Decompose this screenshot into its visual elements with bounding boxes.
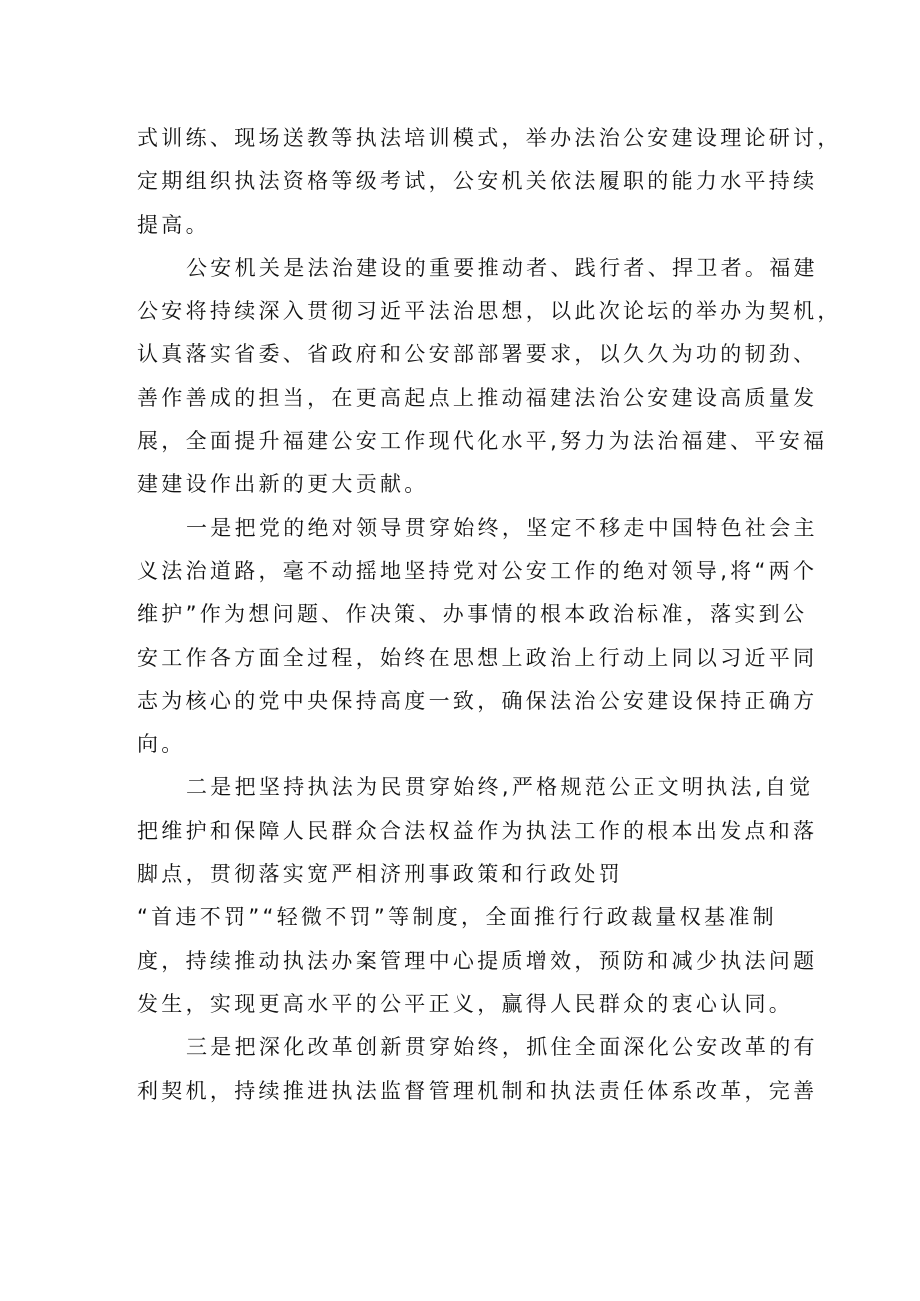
text-line: 认真落实省委、省政府和公安部部署要求，以久久为功的韧劲、 (137, 342, 818, 367)
paragraph-point-two (137, 766, 818, 1026)
text-line: 提高。 (137, 212, 210, 237)
text-line: 脚点，贯彻落实宽严相济刑事政策和行政处罚 (137, 862, 623, 887)
text-line-first: 二是把坚持执法为民贯穿始终,严格规范公正文明执法,自觉 (186, 775, 814, 800)
text-line: 善作善成的担当，在更高起点上推动福建法治公安建设高质量发 (137, 385, 818, 410)
text-line: 公安将持续深入贯彻习近平法治思想，以此次论坛的举办为契机， (137, 299, 842, 324)
paragraph-intro (137, 247, 842, 507)
document-body (137, 117, 842, 1113)
text-line: 建建设作出新的更大贡献。 (137, 472, 429, 497)
text-line: “首违不罚”“轻微不罚”等制度，全面推行行政裁量权基准制 (137, 905, 777, 930)
text-line: 利契机，持续推进执法监督管理机制和执法责任体系改革，完善 (137, 1078, 818, 1103)
text-line-first: 一是把党的绝对领导贯穿始终，坚定不移走中国特色社会主 (186, 515, 818, 540)
text-line: 式训练、现场送教等执法培训模式，举办法治公安建设理论研讨， (137, 126, 842, 150)
text-line: 定期组织执法资格等级考试，公安机关依法履职的能力水平持续 (137, 169, 818, 194)
text-line: 度，持续推动执法办案管理中心提质增效，预防和减少执法问题 (137, 948, 818, 973)
text-line-first: 三是把深化改革创新贯穿始终，抓住全面深化公安改革的有 (186, 1035, 818, 1060)
text-line: 发生，实现更高水平的公平正义，赢得人民群众的衷心认同。 (137, 991, 794, 1016)
text-line: 安工作各方面全过程，始终在思想上政治上行动上同以习近平同 (137, 645, 818, 670)
text-line: 义法治道路，毫不动摇地坚持党对公安工作的绝对领导,将“两个 (137, 558, 818, 583)
paragraph-point-one (137, 507, 818, 767)
text-line: 维护”作为想问题、作决策、办事情的根本政治标准，落实到公 (137, 602, 808, 627)
text-line: 志为核心的党中央保持高度一致，确保法治公安建设保持正确方 (137, 688, 818, 713)
paragraph-continuation (137, 117, 842, 247)
text-line: 把维护和保障人民群众合法权益作为执法工作的根本出发点和落 (137, 818, 818, 843)
text-line: 向。 (137, 732, 186, 757)
text-line: 展，全面提升福建公安工作现代化水平,努力为法治福建、平安福 (137, 429, 828, 454)
paragraph-point-three (137, 1026, 818, 1113)
text-line-first: 公安机关是法治建设的重要推动者、践行者、捍卫者。福建 (186, 255, 818, 280)
